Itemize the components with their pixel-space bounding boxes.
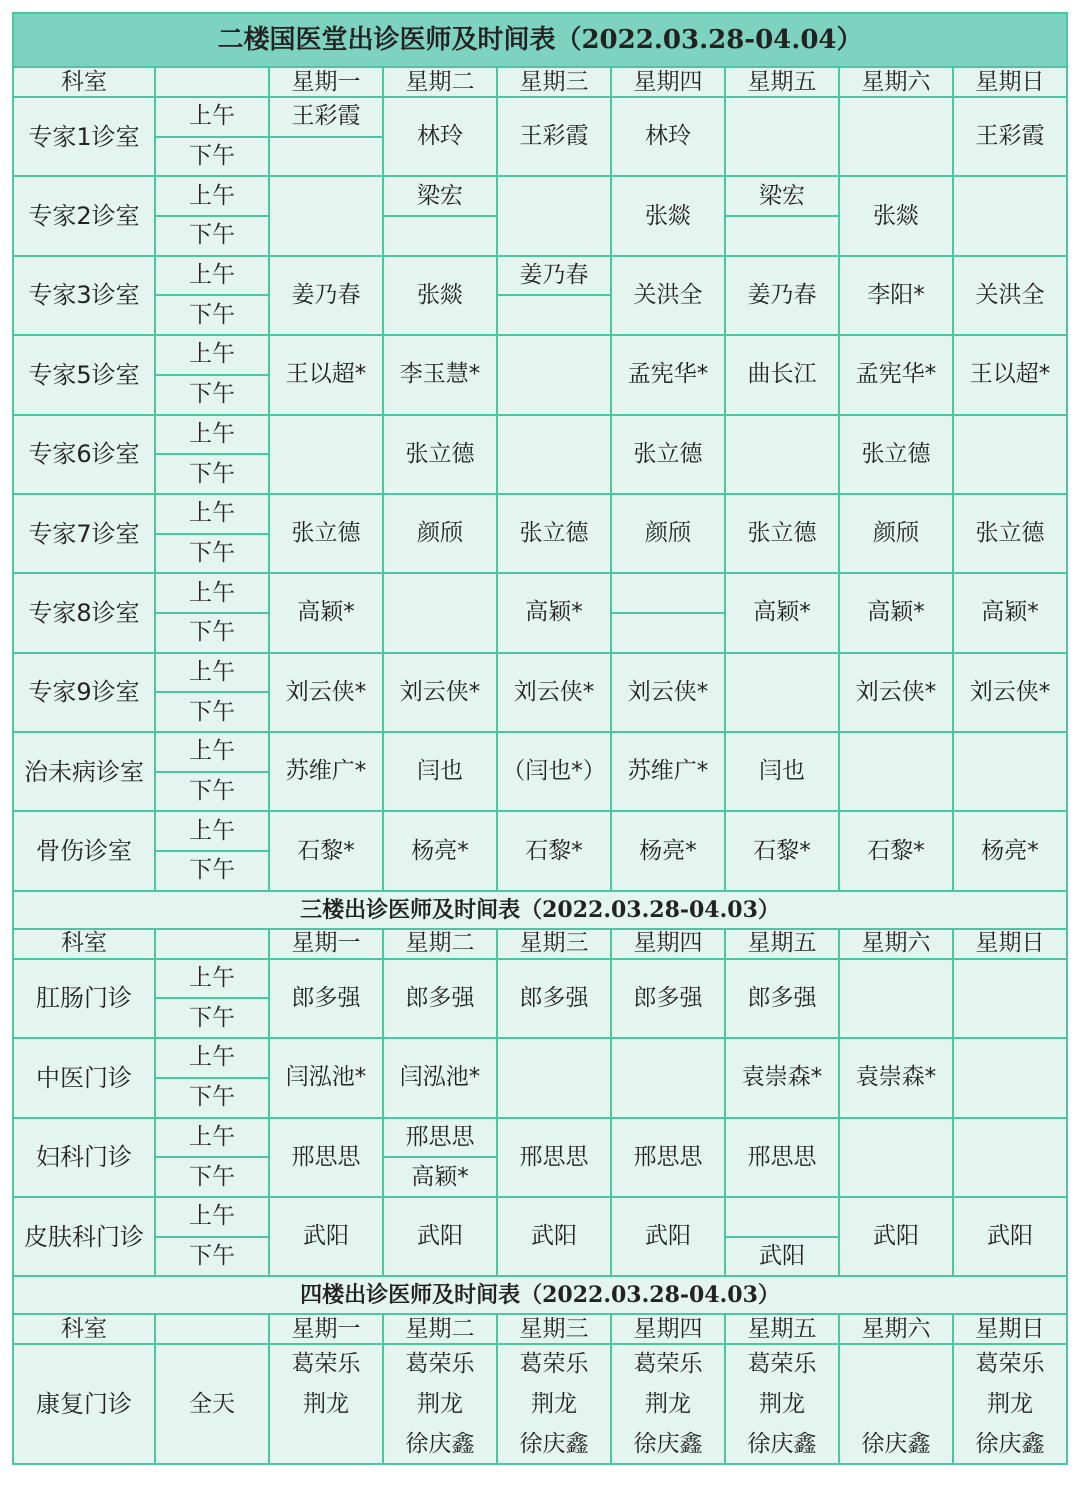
session-am: 上午 xyxy=(155,732,269,772)
doctor-cell: 高颖* xyxy=(839,573,953,652)
session-pm: 下午 xyxy=(155,534,269,574)
doctor-cell: 郎多强 xyxy=(725,959,839,1038)
doctor-cell xyxy=(953,1038,1067,1117)
doctor-cell xyxy=(953,176,1067,255)
doctor-cell: 葛荣乐 xyxy=(497,1344,611,1384)
doctor-cell xyxy=(839,97,953,176)
column-header-day: 星期四 xyxy=(611,1314,725,1344)
doctor-cell-pm xyxy=(497,295,611,335)
doctor-cell: 高颖* xyxy=(269,573,383,652)
doctor-cell: 刘云侠* xyxy=(611,653,725,732)
doctor-cell: 张立德 xyxy=(953,494,1067,573)
room-name: 专家1诊室 xyxy=(13,97,155,176)
session-pm: 下午 xyxy=(155,137,269,177)
doctor-cell: 徐庆鑫 xyxy=(383,1424,497,1464)
session-am: 上午 xyxy=(155,415,269,455)
column-header-dept: 科室 xyxy=(13,929,155,959)
doctor-cell: 石黎* xyxy=(839,811,953,890)
doctor-cell: 徐庆鑫 xyxy=(953,1424,1067,1464)
doctor-cell: 颜颀 xyxy=(611,494,725,573)
doctor-cell: 张立德 xyxy=(383,415,497,494)
session-allday: 全天 xyxy=(155,1344,269,1464)
column-header-dept: 科室 xyxy=(13,67,155,97)
column-header-day: 星期二 xyxy=(383,1314,497,1344)
doctor-cell: 刘云侠* xyxy=(383,653,497,732)
doctor-cell: 武阳 xyxy=(953,1197,1067,1276)
section-title: 四楼出诊医师及时间表（2022.03.28-04.03） xyxy=(13,1276,1067,1314)
session-pm: 下午 xyxy=(155,998,269,1038)
doctor-cell: 武阳 xyxy=(497,1197,611,1276)
doctor-cell: 葛荣乐 xyxy=(953,1344,1067,1384)
doctor-cell xyxy=(269,415,383,494)
doctor-cell xyxy=(953,1118,1067,1197)
page-title: 二楼国医堂出诊医师及时间表（2022.03.28-04.04） xyxy=(13,13,1067,67)
column-header-day: 星期一 xyxy=(269,1314,383,1344)
doctor-cell: 杨亮* xyxy=(383,811,497,890)
doctor-cell: 徐庆鑫 xyxy=(611,1424,725,1464)
doctor-cell: 葛荣乐 xyxy=(725,1344,839,1384)
doctor-cell: 闫泓池* xyxy=(383,1038,497,1117)
doctor-cell: 袁崇森* xyxy=(839,1038,953,1117)
room-name: 康复门诊 xyxy=(13,1344,155,1464)
column-header-day: 星期日 xyxy=(953,1314,1067,1344)
doctor-cell: 杨亮* xyxy=(611,811,725,890)
session-pm: 下午 xyxy=(155,613,269,653)
session-pm: 下午 xyxy=(155,692,269,732)
doctor-cell: 李玉慧* xyxy=(383,335,497,414)
column-header-day: 星期一 xyxy=(269,67,383,97)
room-name: 骨伤诊室 xyxy=(13,811,155,890)
doctor-cell: 闫也 xyxy=(383,732,497,811)
doctor-cell: 曲长江 xyxy=(725,335,839,414)
doctor-cell xyxy=(839,959,953,1038)
doctor-cell xyxy=(953,732,1067,811)
doctor-cell: 邢思思 xyxy=(269,1118,383,1197)
room-name: 皮肤科门诊 xyxy=(13,1197,155,1276)
room-name: 专家6诊室 xyxy=(13,415,155,494)
doctor-cell: 石黎* xyxy=(725,811,839,890)
doctor-cell: 孟宪华* xyxy=(839,335,953,414)
doctor-cell xyxy=(269,1424,383,1464)
doctor-cell: 高颖* xyxy=(953,573,1067,652)
column-header-day: 星期二 xyxy=(383,929,497,959)
room-name: 专家7诊室 xyxy=(13,494,155,573)
doctor-cell xyxy=(953,415,1067,494)
doctor-cell-pm: 高颖* xyxy=(383,1157,497,1197)
room-name: 专家8诊室 xyxy=(13,573,155,652)
doctor-cell: 荆龙 xyxy=(725,1384,839,1424)
doctor-cell-am: 梁宏 xyxy=(725,176,839,216)
column-header-day: 星期三 xyxy=(497,67,611,97)
doctor-cell: 林玲 xyxy=(611,97,725,176)
doctor-cell xyxy=(953,959,1067,1038)
room-name: 治未病诊室 xyxy=(13,732,155,811)
doctor-cell xyxy=(839,1118,953,1197)
doctor-cell: 林玲 xyxy=(383,97,497,176)
doctor-cell: 葛荣乐 xyxy=(269,1344,383,1384)
doctor-cell: 武阳 xyxy=(269,1197,383,1276)
doctor-cell: 张立德 xyxy=(611,415,725,494)
doctor-cell-am: 王彩霞 xyxy=(269,97,383,137)
doctor-cell: 荆龙 xyxy=(383,1384,497,1424)
session-pm: 下午 xyxy=(155,454,269,494)
doctor-cell: 葛荣乐 xyxy=(611,1344,725,1384)
doctor-cell: 颜颀 xyxy=(839,494,953,573)
session-pm: 下午 xyxy=(155,295,269,335)
session-pm: 下午 xyxy=(155,1157,269,1197)
column-header-day: 星期日 xyxy=(953,929,1067,959)
doctor-cell: 杨亮* xyxy=(953,811,1067,890)
column-header-day: 星期四 xyxy=(611,929,725,959)
doctor-cell: 姜乃春 xyxy=(269,256,383,335)
column-header-day: 星期六 xyxy=(839,1314,953,1344)
doctor-cell: 张燚 xyxy=(839,176,953,255)
doctor-cell: 孟宪华* xyxy=(611,335,725,414)
doctor-cell: 张燚 xyxy=(611,176,725,255)
doctor-cell xyxy=(839,732,953,811)
session-pm: 下午 xyxy=(155,1237,269,1277)
doctor-cell: 邢思思 xyxy=(725,1118,839,1197)
doctor-cell: 高颖* xyxy=(725,573,839,652)
doctor-cell: 葛荣乐 xyxy=(383,1344,497,1384)
doctor-cell: 苏维广* xyxy=(611,732,725,811)
doctor-cell: 张立德 xyxy=(269,494,383,573)
session-am: 上午 xyxy=(155,176,269,216)
doctor-cell: 郎多强 xyxy=(611,959,725,1038)
doctor-cell: 王彩霞 xyxy=(497,97,611,176)
doctor-cell: 高颖* xyxy=(497,573,611,652)
doctor-cell: 苏维广* xyxy=(269,732,383,811)
column-header-dept: 科室 xyxy=(13,1314,155,1344)
doctor-cell xyxy=(839,1384,953,1424)
column-header-day: 星期六 xyxy=(839,67,953,97)
doctor-cell: 刘云侠* xyxy=(953,653,1067,732)
doctor-cell: 徐庆鑫 xyxy=(725,1424,839,1464)
room-name: 肛肠门诊 xyxy=(13,959,155,1038)
room-name: 中医门诊 xyxy=(13,1038,155,1117)
doctor-cell: 荆龙 xyxy=(611,1384,725,1424)
doctor-cell: 姜乃春 xyxy=(725,256,839,335)
room-name: 专家5诊室 xyxy=(13,335,155,414)
room-name: 专家3诊室 xyxy=(13,256,155,335)
doctor-cell xyxy=(611,1038,725,1117)
doctor-cell xyxy=(497,415,611,494)
session-am: 上午 xyxy=(155,653,269,693)
session-am: 上午 xyxy=(155,256,269,296)
doctor-cell xyxy=(725,97,839,176)
session-am: 上午 xyxy=(155,97,269,137)
doctor-cell-pm xyxy=(269,137,383,177)
session-pm: 下午 xyxy=(155,375,269,415)
doctor-cell: 荆龙 xyxy=(497,1384,611,1424)
doctor-cell xyxy=(497,176,611,255)
doctor-cell-pm xyxy=(611,613,725,653)
doctor-cell: 王彩霞 xyxy=(953,97,1067,176)
doctor-cell: 王以超* xyxy=(953,335,1067,414)
doctor-cell xyxy=(497,335,611,414)
doctor-cell xyxy=(725,653,839,732)
doctor-cell: （闫也*） xyxy=(497,732,611,811)
session-pm: 下午 xyxy=(155,216,269,256)
doctor-cell: 关洪全 xyxy=(611,256,725,335)
doctor-cell: 张立德 xyxy=(497,494,611,573)
doctor-cell: 郎多强 xyxy=(383,959,497,1038)
session-am: 上午 xyxy=(155,1038,269,1078)
doctor-cell: 刘云侠* xyxy=(269,653,383,732)
session-am: 上午 xyxy=(155,573,269,613)
doctor-cell-am xyxy=(611,573,725,613)
doctor-cell: 闫泓池* xyxy=(269,1038,383,1117)
doctor-cell: 荆龙 xyxy=(953,1384,1067,1424)
doctor-cell: 袁崇森* xyxy=(725,1038,839,1117)
doctor-cell: 刘云侠* xyxy=(497,653,611,732)
doctor-cell: 徐庆鑫 xyxy=(497,1424,611,1464)
doctor-cell: 邢思思 xyxy=(611,1118,725,1197)
doctor-cell: 刘云侠* xyxy=(839,653,953,732)
session-am: 上午 xyxy=(155,1118,269,1158)
column-header-session xyxy=(155,1314,269,1344)
session-pm: 下午 xyxy=(155,1078,269,1118)
doctor-cell-pm xyxy=(383,216,497,256)
session-am: 上午 xyxy=(155,335,269,375)
session-pm: 下午 xyxy=(155,772,269,812)
doctor-cell: 关洪全 xyxy=(953,256,1067,335)
doctor-cell: 徐庆鑫 xyxy=(839,1424,953,1464)
column-header-day: 星期五 xyxy=(725,929,839,959)
room-name: 专家2诊室 xyxy=(13,176,155,255)
doctor-cell-am xyxy=(725,1197,839,1237)
doctor-cell-am: 姜乃春 xyxy=(497,256,611,296)
doctor-cell: 闫也 xyxy=(725,732,839,811)
doctor-cell xyxy=(269,176,383,255)
session-am: 上午 xyxy=(155,494,269,534)
doctor-cell: 武阳 xyxy=(839,1197,953,1276)
doctor-cell: 王以超* xyxy=(269,335,383,414)
doctor-cell: 张立德 xyxy=(839,415,953,494)
doctor-cell-am: 邢思思 xyxy=(383,1118,497,1158)
doctor-cell: 武阳 xyxy=(611,1197,725,1276)
column-header-day: 星期三 xyxy=(497,1314,611,1344)
session-am: 上午 xyxy=(155,811,269,851)
column-header-day: 星期五 xyxy=(725,67,839,97)
doctor-cell-am: 梁宏 xyxy=(383,176,497,216)
session-am: 上午 xyxy=(155,1197,269,1237)
doctor-cell: 张燚 xyxy=(383,256,497,335)
doctor-cell: 颜颀 xyxy=(383,494,497,573)
doctor-cell: 邢思思 xyxy=(497,1118,611,1197)
column-header-day: 星期六 xyxy=(839,929,953,959)
doctor-cell xyxy=(383,573,497,652)
doctor-cell: 石黎* xyxy=(269,811,383,890)
doctor-cell: 石黎* xyxy=(497,811,611,890)
doctor-cell xyxy=(839,1344,953,1384)
column-header-session xyxy=(155,929,269,959)
column-header-day: 星期二 xyxy=(383,67,497,97)
room-name: 妇科门诊 xyxy=(13,1118,155,1197)
column-header-session xyxy=(155,67,269,97)
schedule-table xyxy=(12,12,1068,1465)
room-name: 专家9诊室 xyxy=(13,653,155,732)
session-am: 上午 xyxy=(155,959,269,999)
doctor-cell: 李阳* xyxy=(839,256,953,335)
column-header-day: 星期一 xyxy=(269,929,383,959)
doctor-cell xyxy=(725,415,839,494)
session-pm: 下午 xyxy=(155,851,269,891)
doctor-cell-pm xyxy=(725,216,839,256)
doctor-cell: 荆龙 xyxy=(269,1384,383,1424)
column-header-day: 星期五 xyxy=(725,1314,839,1344)
column-header-day: 星期日 xyxy=(953,67,1067,97)
section-title: 三楼出诊医师及时间表（2022.03.28-04.03） xyxy=(13,891,1067,929)
column-header-day: 星期三 xyxy=(497,929,611,959)
doctor-cell xyxy=(497,1038,611,1117)
column-header-day: 星期四 xyxy=(611,67,725,97)
doctor-cell: 张立德 xyxy=(725,494,839,573)
doctor-cell: 武阳 xyxy=(383,1197,497,1276)
doctor-cell: 郎多强 xyxy=(497,959,611,1038)
doctor-cell-pm: 武阳 xyxy=(725,1237,839,1277)
doctor-cell: 郎多强 xyxy=(269,959,383,1038)
